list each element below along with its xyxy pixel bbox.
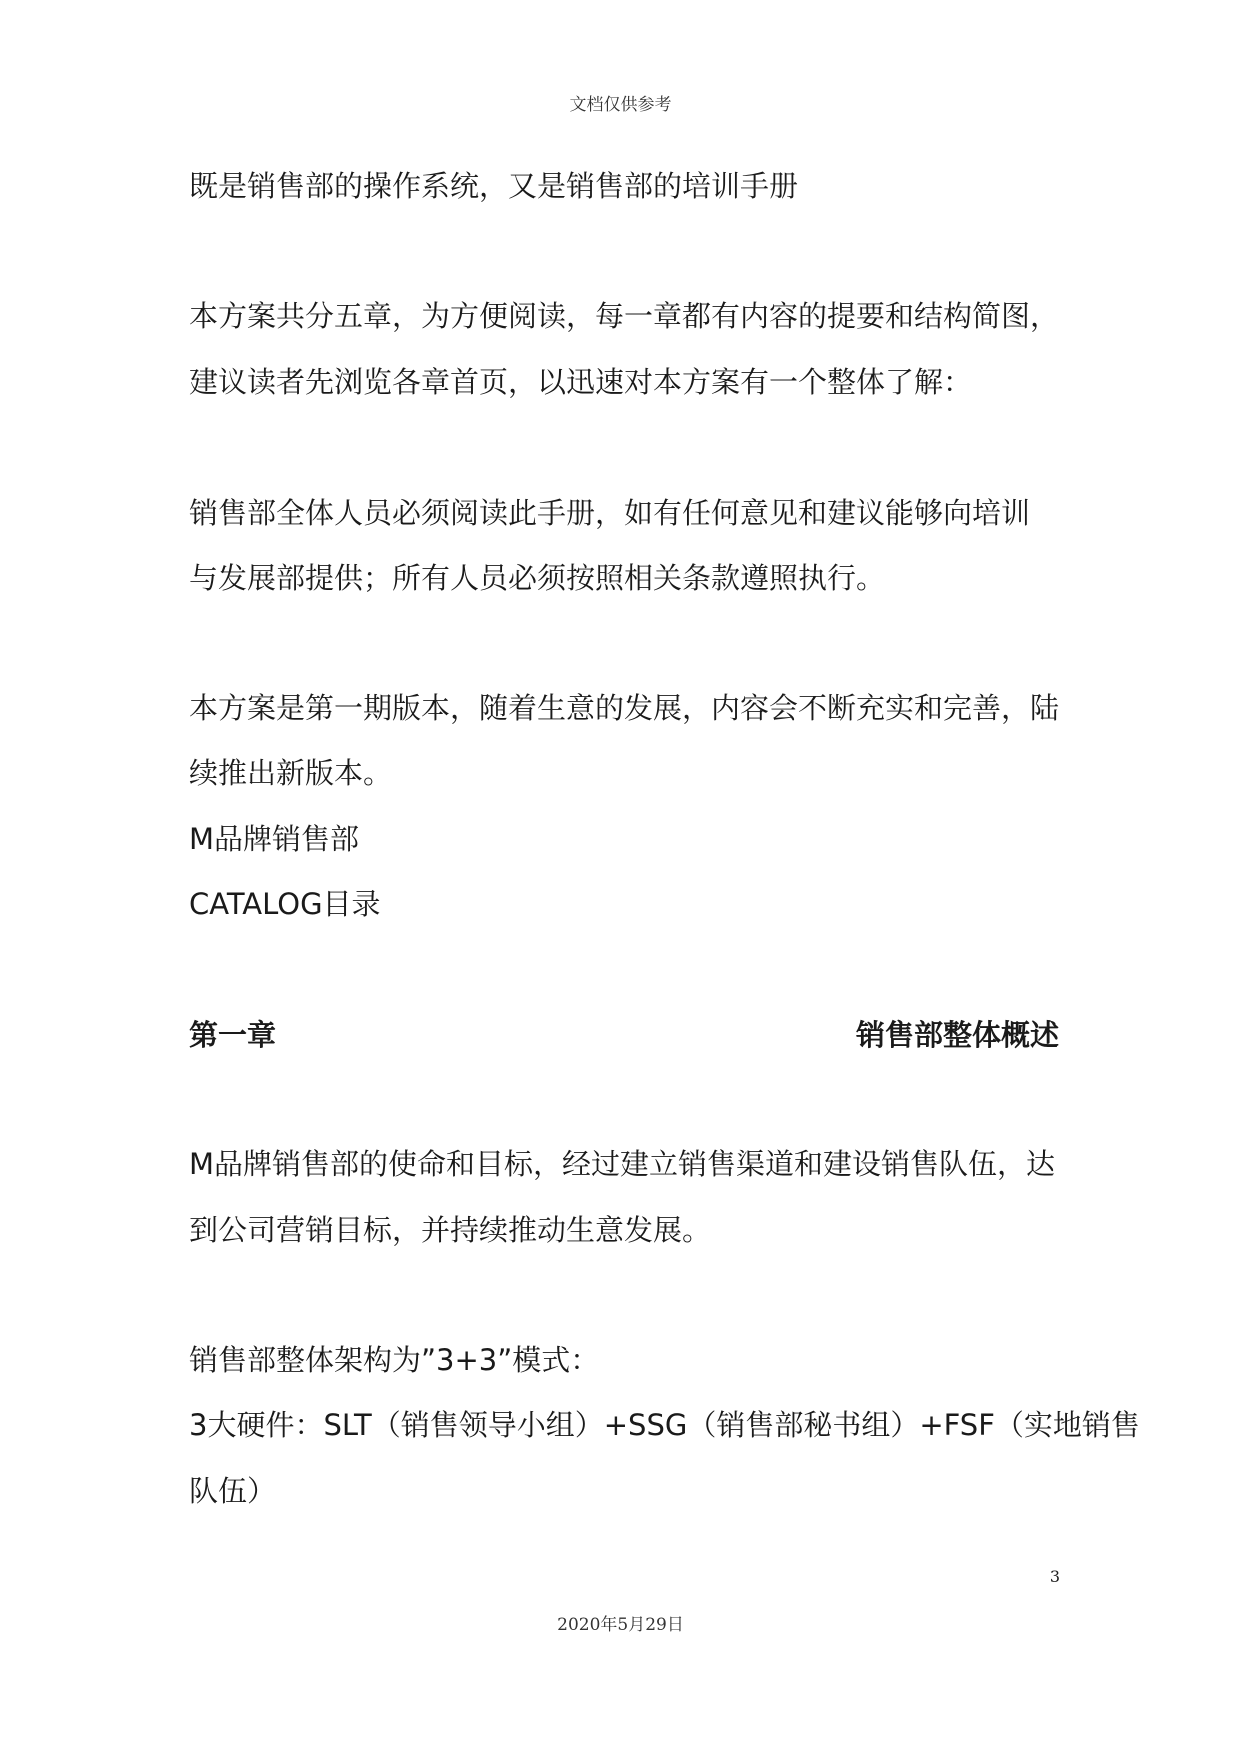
paragraph-line: M品牌销售部的使命和目标，经过建立销售渠道和建设销售队伍，达 [189,1147,1056,1181]
page-footer-date: 2020年5月29日 [557,1615,684,1635]
page-number: 3 [1049,1567,1060,1586]
paragraph-line: 销售部全体人员必须阅读此手册，如有任何意见和建议能够向培训 [189,496,1031,530]
page-header: 文档仅供参考 [569,95,672,115]
chapter-number: 第一章 [189,1018,277,1052]
paragraph-line: 续推出新版本。 [189,756,393,790]
department-name: M品牌销售部 [189,822,360,856]
paragraph-line: 建议读者先浏览各章首页，以迅速对本方案有一个整体了解： [189,365,973,399]
paragraph-line: 本方案是第一期版本，随着生意的发展，内容会不断充实和完善，陆 [189,691,1060,725]
paragraph-line: 到公司营销目标，并持续推动生意发展。 [189,1213,712,1247]
paragraph-line: 3大硬件：SLT（销售领导小组）+SSG（销售部秘书组）+FSF（实地销售 [189,1408,1140,1442]
paragraph-line: 销售部整体架构为”3+3”模式： [189,1343,600,1377]
chapter-title: 销售部整体概述 [855,1018,1059,1052]
paragraph-line: 既是销售部的操作系统，又是销售部的培训手册 [189,169,799,203]
paragraph-line: 队伍） [189,1474,277,1508]
catalog-heading: CATALOG目录 [189,887,381,921]
paragraph-line: 本方案共分五章，为方便阅读，每一章都有内容的提要和结构简图， [189,299,1060,333]
paragraph-line: 与发展部提供；所有人员必须按照相关条款遵照执行。 [189,561,886,595]
